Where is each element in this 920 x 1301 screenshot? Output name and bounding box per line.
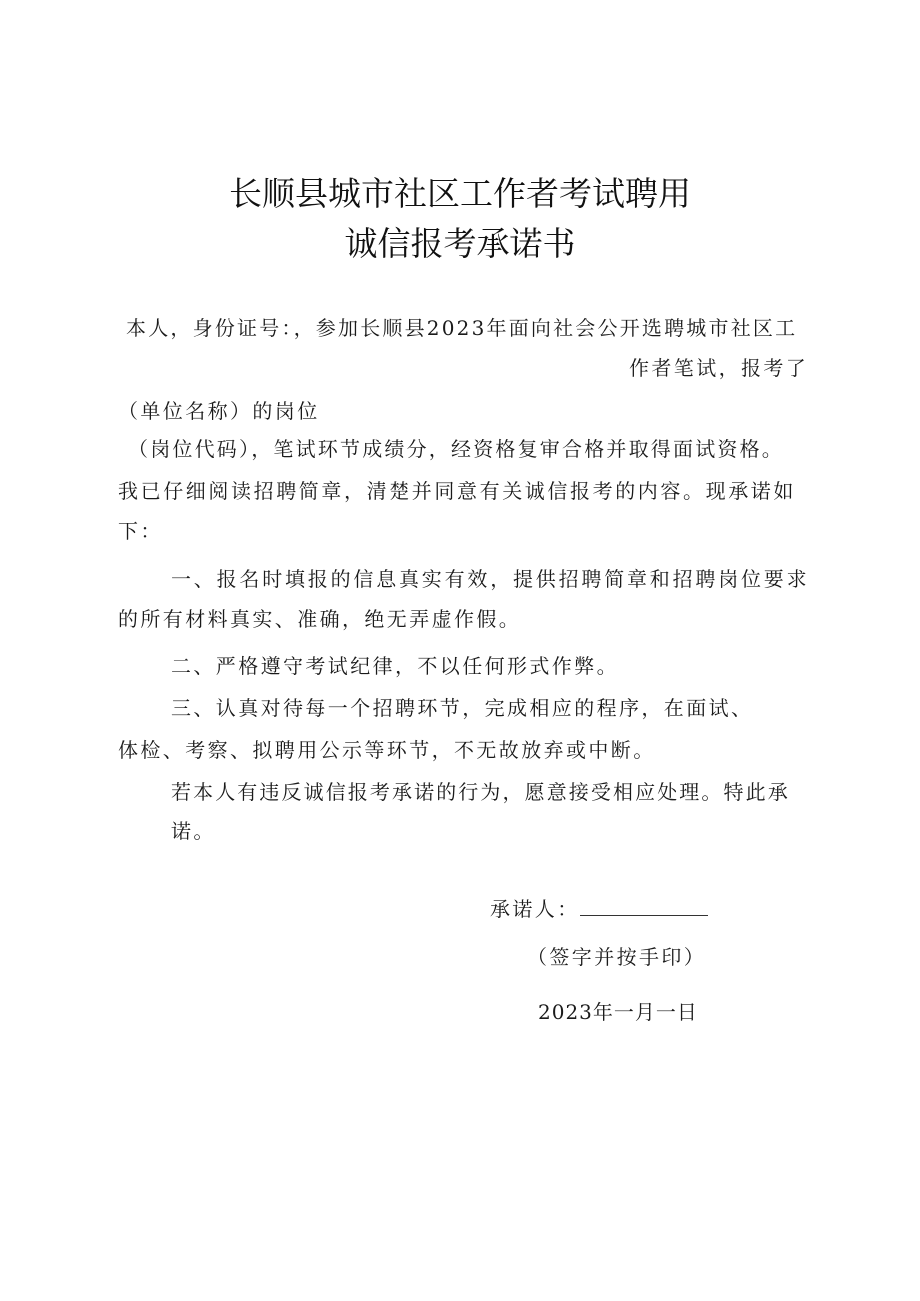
signature-note: （签字并按手印）: [527, 945, 707, 969]
closing-line-2: 诺。: [171, 819, 216, 843]
signature-label: 承诺人：: [490, 897, 580, 921]
signature-date: 2023年一月一日: [538, 1000, 698, 1024]
intro-line-3: （单位名称）的岗位: [118, 399, 320, 423]
item-1-line-2: 的所有材料真实、准确，绝无弄虚作假。: [118, 607, 522, 631]
closing-line-1: 若本人有违反诚信报考承诺的行为，愿意接受相应处理。特此承: [171, 780, 790, 804]
intro-line-1: 本人，身份证号：，参加长顺县2023年面向社会公开选聘城市社区工: [126, 316, 798, 340]
intro-line-2: 作者笔试，报考了: [629, 356, 809, 380]
signature-row: [490, 893, 708, 922]
item-3-line-2: 体检、考察、拟聘用公示等环节，不无故放弃或中断。: [118, 738, 656, 762]
document-title-line2: 诚信报考承诺书: [344, 224, 576, 263]
intro-line-4: （岗位代码），笔试环节成绩分，经资格复审合格并取得面试资格。: [128, 437, 784, 461]
intro-line-6: 下：: [118, 519, 163, 543]
signature-blank-line[interactable]: [580, 893, 708, 916]
item-2: 二、严格遵守考试纪律，不以任何形式作弊。: [171, 654, 619, 678]
intro-line-5: 我已仔细阅读招聘简章，清楚并同意有关诚信报考的内容。现承诺如: [118, 479, 796, 503]
document-title-line1: 长顺县城市社区工作者考试聘用: [229, 174, 691, 213]
item-1-line-1: 一、报名时填报的信息真实有效，提供招聘简章和招聘岗位要求: [171, 567, 810, 591]
item-3-line-1: 三、认真对待每一个招聘环节，完成相应的程序，在面试、: [171, 696, 754, 720]
